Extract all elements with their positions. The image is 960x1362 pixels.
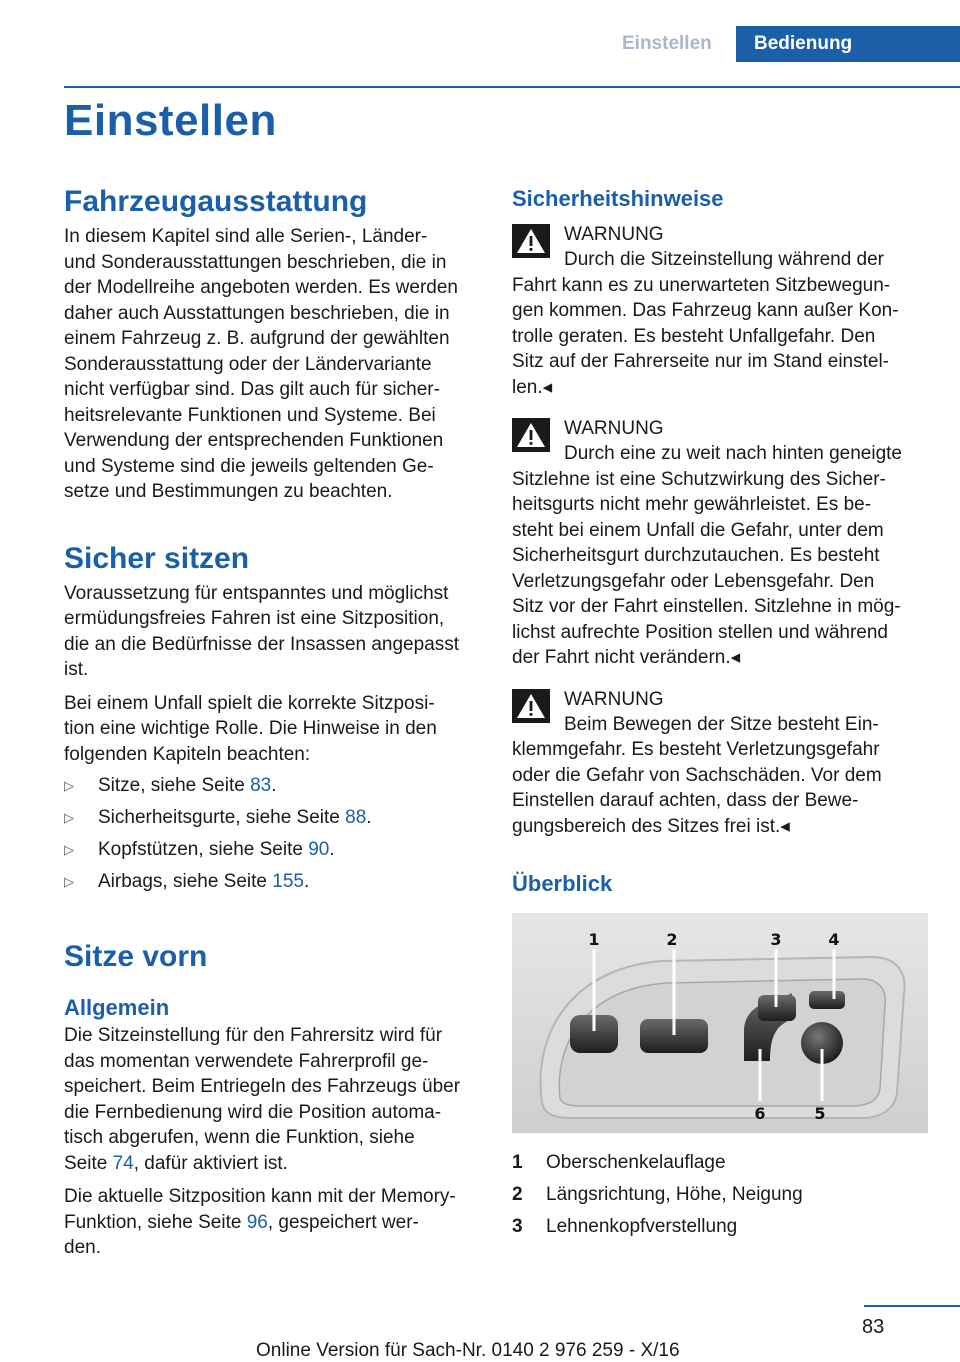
text-line: Einstellen darauf achten, dass der Bewe-: [512, 790, 859, 811]
text-line: , dafür aktiviert ist.: [133, 1152, 288, 1174]
allgemein-paragraph-2: [64, 1184, 480, 1261]
page-link[interactable]: 74: [112, 1152, 134, 1174]
text-line: der Modellreihe angeboten werden. Es werden: [64, 277, 458, 298]
heading-sicherheitshinweise: Sicherheitshinweise: [512, 186, 724, 211]
list-item-end: .: [271, 775, 277, 796]
text-line: tion eine wichtige Rolle. Die Hinweise in den: [64, 718, 437, 739]
footer-rule: [864, 1305, 960, 1307]
heading-sitze-vorn: Sitze vorn: [64, 940, 208, 973]
warning-triangle-icon: [512, 418, 550, 452]
legend-item: [512, 1214, 928, 1246]
seat-controls-illustration: [512, 913, 928, 1133]
text-line: tisch abgerufen, wenn die Funktion, siehe: [64, 1127, 415, 1148]
warning-block: [512, 222, 928, 400]
warning-head-text: [564, 687, 879, 738]
text-line: Die aktuelle Sitzposition kann mit der Memory-: [64, 1186, 456, 1207]
page-link[interactable]: 88: [345, 807, 367, 828]
text-line: Durch die Sitzeinstellung während der: [564, 249, 885, 270]
allgemein-paragraph-1: [64, 1023, 480, 1176]
page-title: Einstellen: [64, 96, 277, 145]
text-line: Sicherheitsgurt durchzutauchen. Es besteht: [512, 545, 880, 566]
sicher-paragraph-2: [64, 691, 480, 768]
page-link[interactable]: 83: [250, 775, 272, 796]
warning-body: [512, 273, 928, 401]
warning-head-text: [564, 222, 884, 273]
legend-number: 3: [512, 1216, 523, 1237]
page-number: 83: [862, 1316, 885, 1338]
text-line: die an die Bedürfnisse der Insassen angepasst: [64, 633, 460, 655]
text-line: die Fernbedienung wird die Position automa-: [64, 1101, 442, 1123]
text-line: den.: [64, 1237, 101, 1258]
callout-label: 4: [828, 930, 840, 949]
page-header: [0, 26, 960, 62]
list-item-label: Kopfstützen, siehe Seite: [98, 839, 309, 860]
list-item-label: Sitze, siehe Seite: [98, 775, 251, 796]
text-line: und Systeme sind die jeweils geltenden Ge-: [64, 455, 434, 477]
text-line: len.◂: [512, 376, 553, 398]
reference-list: [64, 773, 480, 901]
callout-label: 2: [666, 930, 678, 949]
triangle-bullet-icon: ▷: [64, 842, 74, 857]
text-line: In diesem Kapitel sind alle Serien-, Länder-: [64, 226, 428, 247]
warning-block: [512, 687, 928, 840]
warning-body: [512, 467, 928, 671]
list-item: [64, 773, 480, 805]
text-line: Die Sitzeinstellung für den Fahrersitz wird für: [64, 1025, 443, 1046]
text-line: Sitz auf der Fahrerseite nur im Stand einstel-: [512, 351, 890, 372]
list-item: [64, 869, 480, 901]
text-line: Fahrt kann es zu unerwarteten Sitzbewegun-: [512, 274, 891, 296]
warning-label: WARNUNG: [564, 224, 664, 245]
text-line: der Fahrt nicht verändern.◂: [512, 647, 741, 668]
list-item-end: .: [303, 871, 310, 892]
warning-block: [512, 416, 928, 671]
heading-allgemein: Allgemein: [64, 995, 170, 1020]
list-item-label: Sicherheitsgurte, siehe Seite: [98, 807, 346, 828]
legend-list: [512, 1150, 928, 1246]
text-line: Sitz vor der Fahrt einstellen. Sitzlehne in mög-: [512, 596, 901, 617]
list-item-end: .: [329, 839, 335, 860]
text-line: Bei einem Unfall spielt die korrekte Sitzposi-: [64, 692, 435, 714]
text-line: Durch eine zu weit nach hinten geneigte: [564, 443, 903, 464]
text-line: ermüdungsfreies Fahren ist eine Sitzposition,: [64, 608, 445, 629]
callout-label: 5: [814, 1104, 826, 1123]
list-item-text: [98, 773, 277, 799]
text-line: steht bei einem Unfall die Gefahr, unter dem: [512, 519, 884, 541]
warning-label: WARNUNG: [564, 688, 664, 710]
text-line: , gespeichert wer-: [267, 1211, 419, 1233]
chapter-tab: Bedienung: [736, 26, 960, 62]
list-item: [64, 805, 480, 837]
text-line: trolle geraten. Es besteht Unfallgefahr. Den: [512, 325, 876, 347]
sicher-paragraph-1: [64, 581, 480, 683]
triangle-bullet-icon: ▷: [64, 810, 74, 825]
text-line: heitsgurts nicht mehr gewährleistet. Es be-: [512, 494, 872, 515]
warning-triangle-icon: [512, 224, 550, 258]
text-line: setze und Bestimmungen zu beachten.: [64, 481, 393, 502]
warning-label: WARNUNG: [564, 418, 664, 439]
text-line: folgenden Kapiteln beachten:: [64, 743, 311, 765]
page-link[interactable]: 96: [246, 1211, 268, 1233]
page-link[interactable]: 90: [308, 839, 330, 860]
legend-text: Lehnenkopfverstellung: [546, 1216, 738, 1237]
warning-body: [512, 737, 928, 839]
legend-number: 1: [512, 1152, 523, 1173]
list-item-text: [98, 805, 372, 831]
legend-text: Oberschenkelauflage: [546, 1152, 726, 1173]
callout-label: 6: [754, 1104, 766, 1123]
text-line: lichst aufrechte Position stellen und während: [512, 621, 889, 643]
warning-triangle-icon: [512, 689, 550, 723]
text-line: speichert. Beim Entriegeln des Fahrzeugs über: [64, 1076, 461, 1097]
section-tab: Einstellen: [622, 33, 712, 54]
text-line: gungsbereich des Sitzes frei ist.◂: [512, 815, 790, 837]
text-line: nicht verfügbar sind. Das gilt auch für sicher-: [64, 379, 440, 400]
legend-text: Längsrichtung, Höhe, Neigung: [546, 1184, 803, 1205]
legend-item: [512, 1150, 928, 1182]
text-line: Verletzungsgefahr oder Lebensgefahr. Den: [512, 570, 875, 592]
callout-label: 3: [770, 930, 782, 949]
text-line: klemmgefahr. Es besteht Verletzungsgefahr: [512, 739, 880, 760]
online-version-footer: Online Version für Sach-Nr. 0140 2 976 259 - X/16: [256, 1340, 680, 1361]
legend-item: [512, 1182, 928, 1214]
text-line: Voraussetzung für entspanntes und möglichst: [64, 582, 449, 604]
text-line: heitsrelevante Funktionen und Systeme. Bei: [64, 404, 436, 426]
warning-head: [512, 222, 928, 273]
heading-sicher-sitzen: Sicher sitzen: [64, 541, 250, 575]
triangle-bullet-icon: ▷: [64, 778, 74, 793]
text-line: Seite: [64, 1152, 113, 1174]
text-line: oder die Gefahr von Sachschäden. Vor dem: [512, 764, 882, 786]
text-line: Sitzlehne ist eine Schutzwirkung des Sicher-: [512, 468, 886, 490]
text-line: Sonderausstattung oder der Ländervariante: [64, 353, 432, 375]
fahrzeug-paragraph: [64, 224, 480, 505]
list-item-text: [98, 869, 309, 895]
right-column: [512, 184, 928, 1246]
list-item-label: Airbags, siehe Seite: [98, 871, 273, 892]
heading-fahrzeugausstattung: Fahrzeugausstattung: [64, 185, 368, 218]
warning-head: [512, 416, 928, 467]
text-line: daher auch Ausstattungen beschrieben, die in: [64, 302, 450, 324]
legend-number: 2: [512, 1184, 523, 1205]
callout-label: 1: [588, 930, 600, 949]
text-line: Beim Bewegen der Sitze besteht Ein-: [564, 713, 879, 735]
text-line: das momentan verwendete Fahrerprofil ge-: [64, 1050, 429, 1072]
header-rule: [64, 86, 960, 88]
text-line: Verwendung der entsprechenden Funktionen: [64, 430, 444, 451]
left-column: [64, 184, 480, 1261]
text-line: und Sonderausstattungen beschrieben, die in: [64, 251, 447, 273]
massage-button: [809, 991, 845, 1009]
triangle-bullet-icon: ▷: [64, 874, 74, 889]
text-line: Funktion, siehe Seite: [64, 1211, 247, 1233]
list-item: [64, 837, 480, 869]
warning-head-text: [564, 416, 902, 467]
page-link[interactable]: 155: [272, 871, 304, 892]
text-line: einem Fahrzeug z. B. aufgrund der gewählten: [64, 328, 450, 349]
warning-head: [512, 687, 928, 738]
heading-ueberblick: Überblick: [512, 871, 613, 896]
text-line: gen kommen. Das Fahrzeug kann außer Kon-: [512, 300, 899, 321]
list-item-end: .: [366, 807, 372, 828]
text-line: ist.: [64, 659, 89, 680]
list-item-text: [98, 837, 335, 863]
